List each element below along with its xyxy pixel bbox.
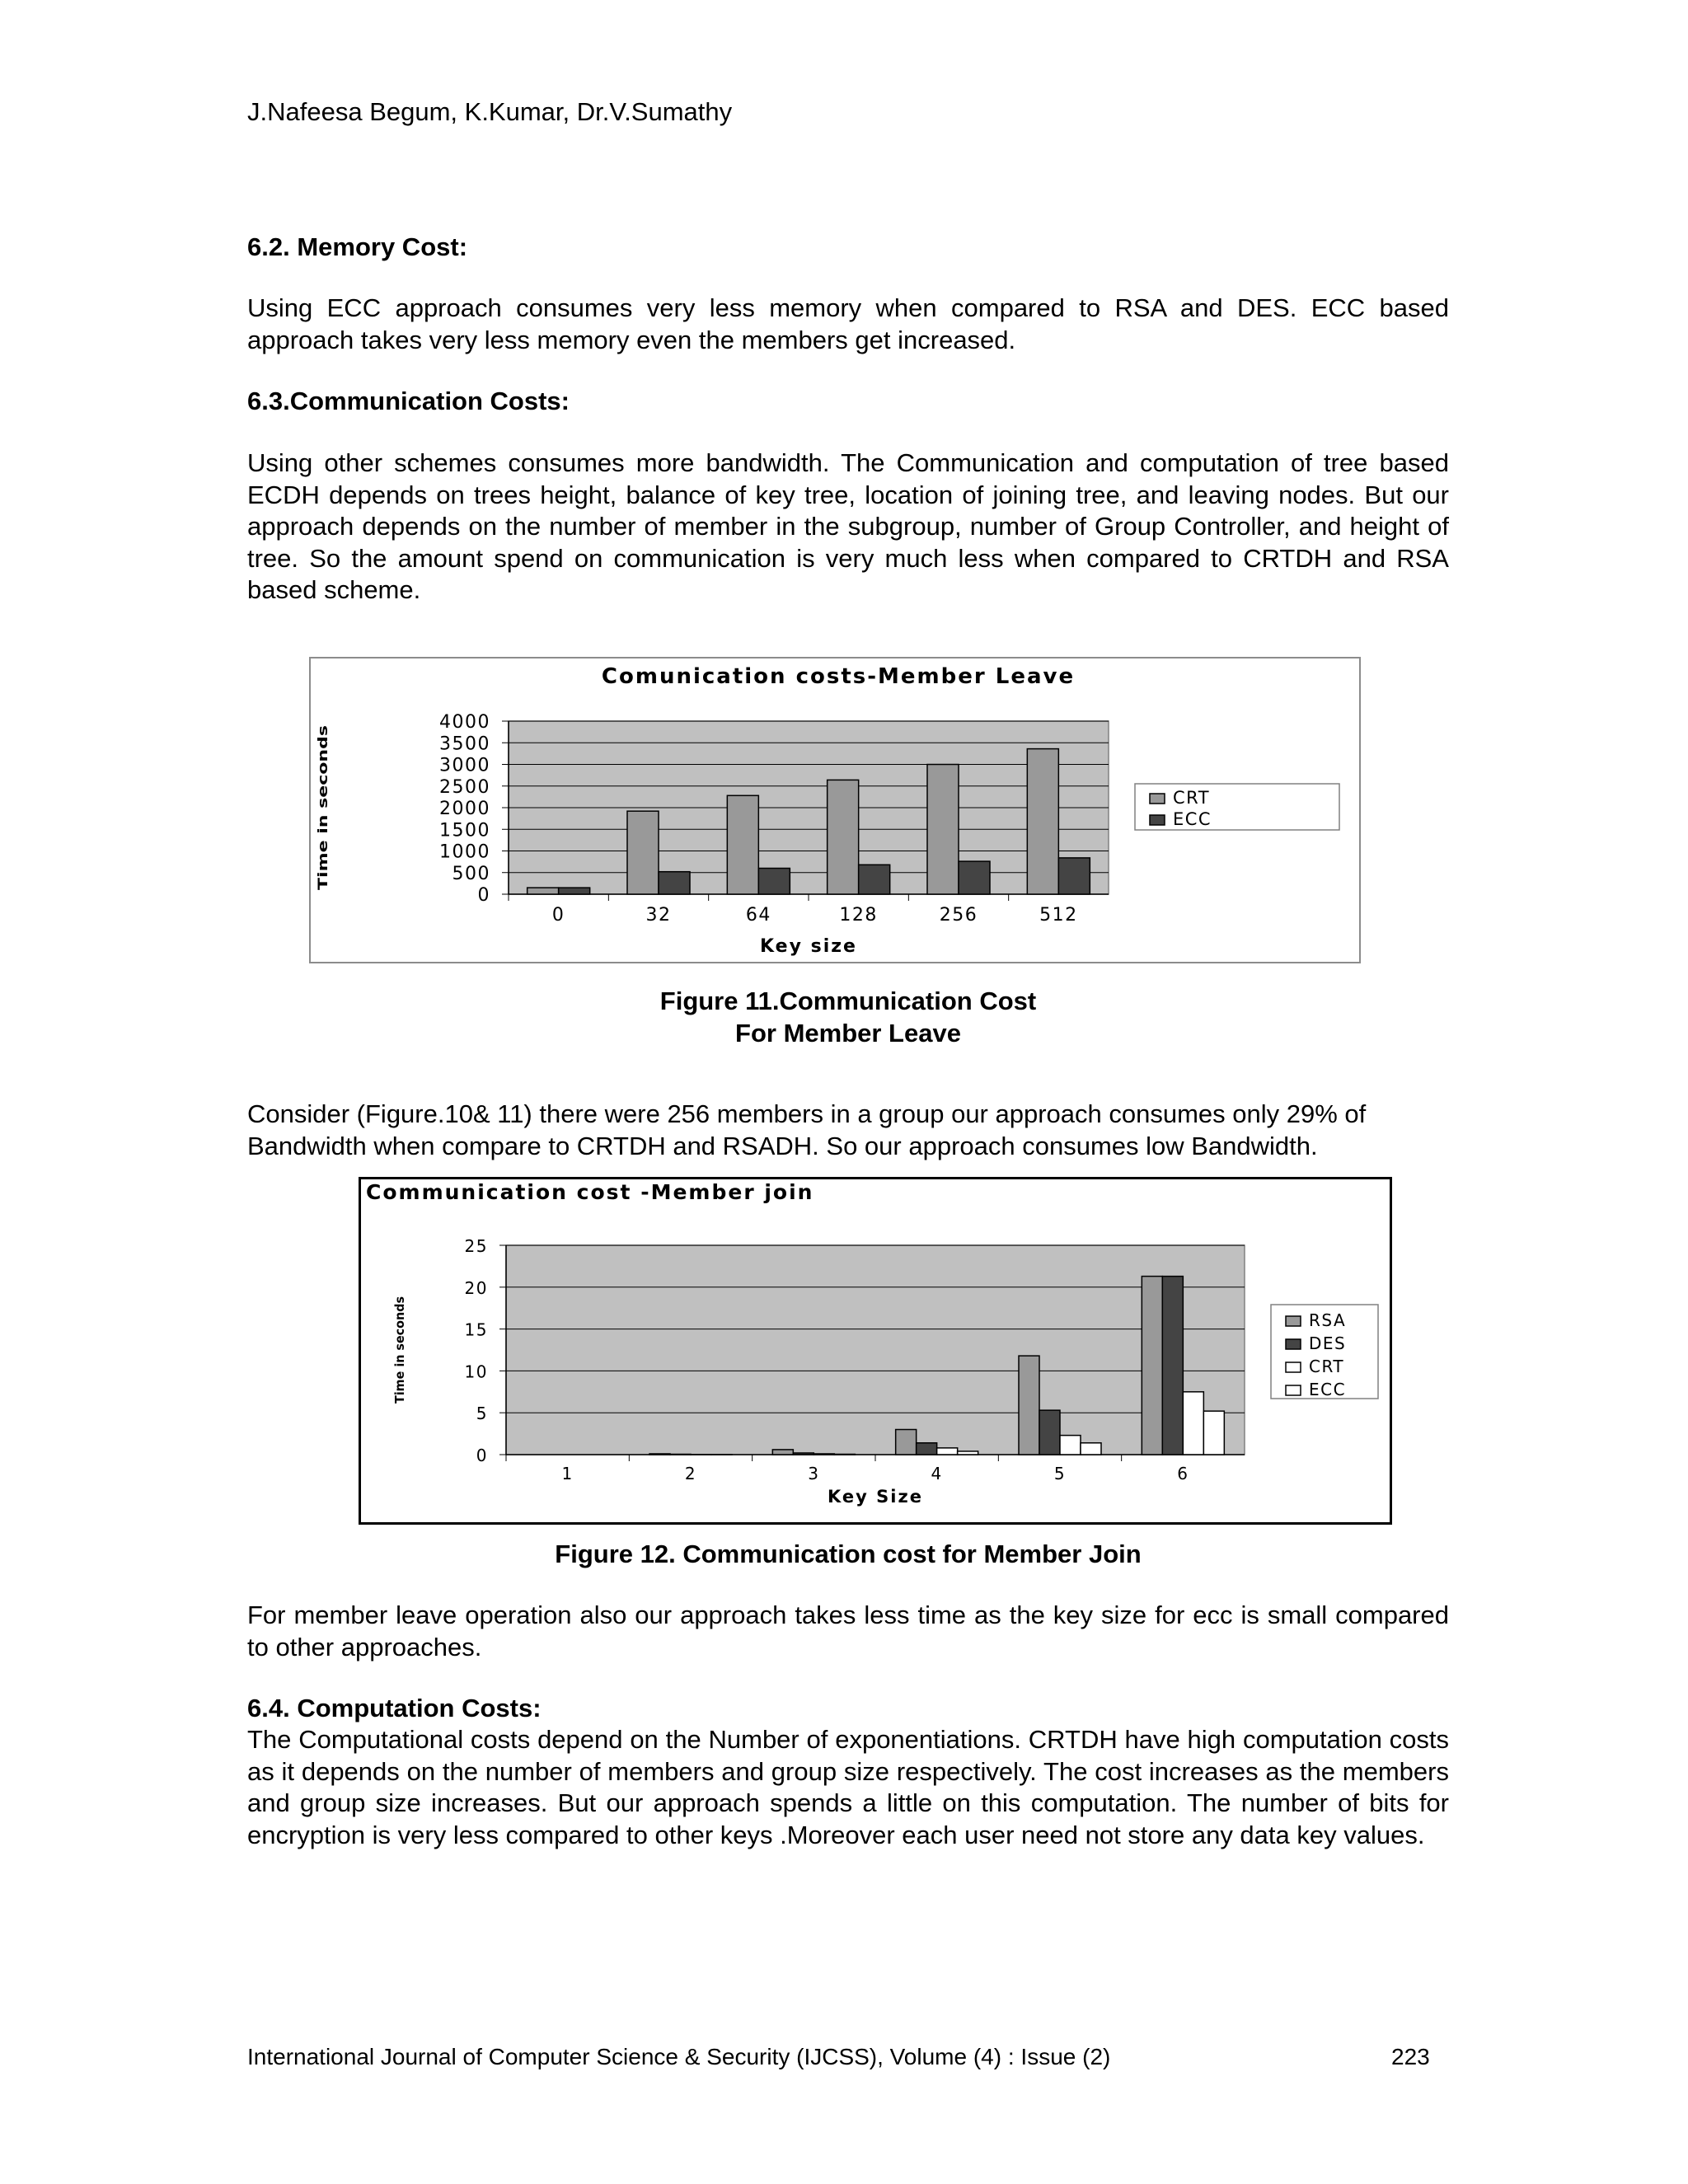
paragraph-communication: Using other schemes consumes more bandwidth. The Communication and computation of tree based ECDH depends on trees height, balance of key tree, location of joining tree, and leaving nodes. But our approach depends on the number of member in the subgroup, number of Group Controller, and height of tree. So the amount spend on communication is very much less when compared to CRTDH and RSA based scheme.: [247, 448, 1449, 604]
legend-label-des: DES: [1309, 1333, 1347, 1353]
bar-crt: [727, 795, 758, 894]
legend-label-crt: CRT: [1173, 788, 1211, 808]
bar-ecc: [1058, 858, 1090, 894]
figure-11-caption: [247, 985, 1449, 1049]
bar-crt: [528, 888, 559, 894]
y-tick-label: 25: [464, 1236, 488, 1256]
x-tick-label: 64: [745, 905, 771, 926]
bar-crt: [627, 811, 659, 894]
x-tick-label: 4: [931, 1464, 943, 1483]
bar-rsa: [896, 1430, 917, 1455]
bar-rsa: [649, 1454, 670, 1455]
x-tick-label: 1: [561, 1464, 574, 1483]
paragraph-computation: The Computational costs depend on the Number of exponentiations. CRTDH have high computation costs as it depends on the number of members and group size respectively. The cost increases as the members and group size increases. But our approach spends a little on this computation. The number of bits for encryption is very less compared to other keys .Moreover each user need not store any data key values.: [247, 1725, 1449, 1849]
y-tick-label: 0: [476, 1446, 488, 1465]
figure-11-caption-line2: For Member Leave: [735, 1019, 961, 1047]
bar-des: [670, 1454, 691, 1455]
legend-label-ecc: ECC: [1309, 1380, 1347, 1399]
bar-ecc: [1203, 1411, 1224, 1455]
x-tick-label: 32: [645, 905, 672, 926]
y-tick-label: 3000: [439, 755, 490, 776]
x-tick-label: 0: [551, 905, 565, 926]
bar-ecc: [958, 1451, 978, 1455]
y-tick-label: 20: [464, 1277, 488, 1298]
y-tick-label: 4000: [439, 712, 490, 733]
bar-ecc: [1081, 1443, 1101, 1455]
bar-ecc: [834, 1454, 855, 1455]
bar-crt: [814, 1454, 834, 1455]
y-tick-label: 3500: [439, 733, 490, 755]
bar-ecc: [859, 865, 890, 894]
bar-crt: [1060, 1436, 1081, 1455]
y-tick-label: 5: [476, 1404, 488, 1424]
legend-label-ecc: ECC: [1173, 809, 1212, 829]
section-heading-computation: 6.4. Computation Costs:: [247, 1694, 542, 1722]
y-tick-label: 2500: [439, 776, 490, 798]
x-tick-label: 512: [1039, 905, 1078, 926]
chart-member-join: [361, 1179, 1390, 1522]
legend-swatch-des: [1286, 1339, 1301, 1349]
y-tick-label: 1000: [439, 841, 490, 863]
paragraph-memory: Using ECC approach consumes very less memory when compared to RSA and DES. ECC based approach takes very less memory even the members get increased.: [247, 293, 1449, 354]
x-tick-label: 3: [808, 1464, 820, 1483]
x-tick-label: 5: [1053, 1464, 1067, 1483]
section-heading-memory: 6.2. Memory Cost:: [247, 232, 468, 261]
bar-crt: [1027, 749, 1058, 894]
x-tick-label: 256: [939, 905, 978, 926]
legend-swatch-crt: [1150, 794, 1165, 804]
y-tick-label: 500: [452, 863, 490, 884]
y-tick-label: 1500: [439, 820, 490, 841]
running-header: J.Nafeesa Begum, K.Kumar, Dr.V.Sumathy: [247, 97, 733, 126]
bar-crt: [927, 765, 959, 895]
figure-11-caption-line1: Figure 11.Communication Cost: [659, 987, 1037, 1015]
legend-swatch-ecc: [1286, 1385, 1301, 1395]
paragraph-member-leave: For member leave operation also our approach takes less time as the key size for ecc is small compared to other approaches.: [247, 1601, 1449, 1661]
bar-crt: [1183, 1392, 1203, 1455]
chart-member-leave: [311, 658, 1359, 962]
y-axis-label: Time in seconds: [315, 770, 331, 890]
legend-label-rsa: RSA: [1309, 1310, 1347, 1330]
figure-12-chart: [359, 1177, 1392, 1525]
bar-rsa: [1142, 1277, 1162, 1455]
bar-des: [1039, 1410, 1060, 1455]
x-tick-label: 6: [1177, 1464, 1189, 1483]
bar-crt: [937, 1448, 958, 1455]
y-tick-label: 0: [477, 885, 490, 906]
chart-title: Communication cost -Member join: [366, 1180, 814, 1204]
legend-box: [1135, 784, 1339, 830]
bar-des: [793, 1453, 814, 1455]
x-axis-label: Key size: [760, 936, 857, 957]
y-tick-label: 15: [464, 1319, 488, 1340]
plot-area: [506, 1245, 1245, 1455]
bar-ecc: [559, 888, 590, 894]
footer-journal: International Journal of Computer Science & Security (IJCSS), Volume (4) : Issue (2): [247, 2044, 1111, 2069]
bar-des: [917, 1443, 937, 1455]
bar-ecc: [758, 869, 790, 895]
chart-title: Comunication costs-Member Leave: [601, 664, 1076, 689]
bar-crt: [828, 780, 859, 894]
section-heading-communication: 6.3.Communication Costs:: [247, 387, 570, 415]
x-axis-label: Key Size: [828, 1487, 923, 1507]
legend-label-crt: CRT: [1309, 1357, 1345, 1376]
y-axis-label: Time in seconds: [392, 1291, 407, 1404]
legend-swatch-ecc: [1150, 815, 1165, 825]
figure-11-chart: [309, 657, 1361, 963]
bar-rsa: [1019, 1356, 1039, 1455]
bar-des: [1162, 1277, 1183, 1455]
x-tick-label: 128: [839, 905, 878, 926]
y-tick-label: 2000: [439, 799, 490, 819]
footer-page-number: 223: [1391, 2044, 1430, 2069]
x-tick-label: 2: [684, 1464, 697, 1483]
y-tick-label: 10: [464, 1361, 488, 1382]
bar-ecc: [959, 861, 990, 894]
bar-ecc: [659, 872, 690, 894]
legend-swatch-rsa: [1286, 1316, 1301, 1326]
bar-rsa: [772, 1450, 793, 1455]
paragraph-figures-comparison: Consider (Figure.10& 11) there were 256 members in a group our approach consumes only 29% of Bandwidth when compare to CRTDH and RSADH. So our approach consumes low Bandwidth.: [247, 1099, 1367, 1160]
figure-12-caption: Figure 12. Communication cost for Member Join: [555, 1540, 1142, 1568]
legend-swatch-crt: [1286, 1362, 1301, 1372]
